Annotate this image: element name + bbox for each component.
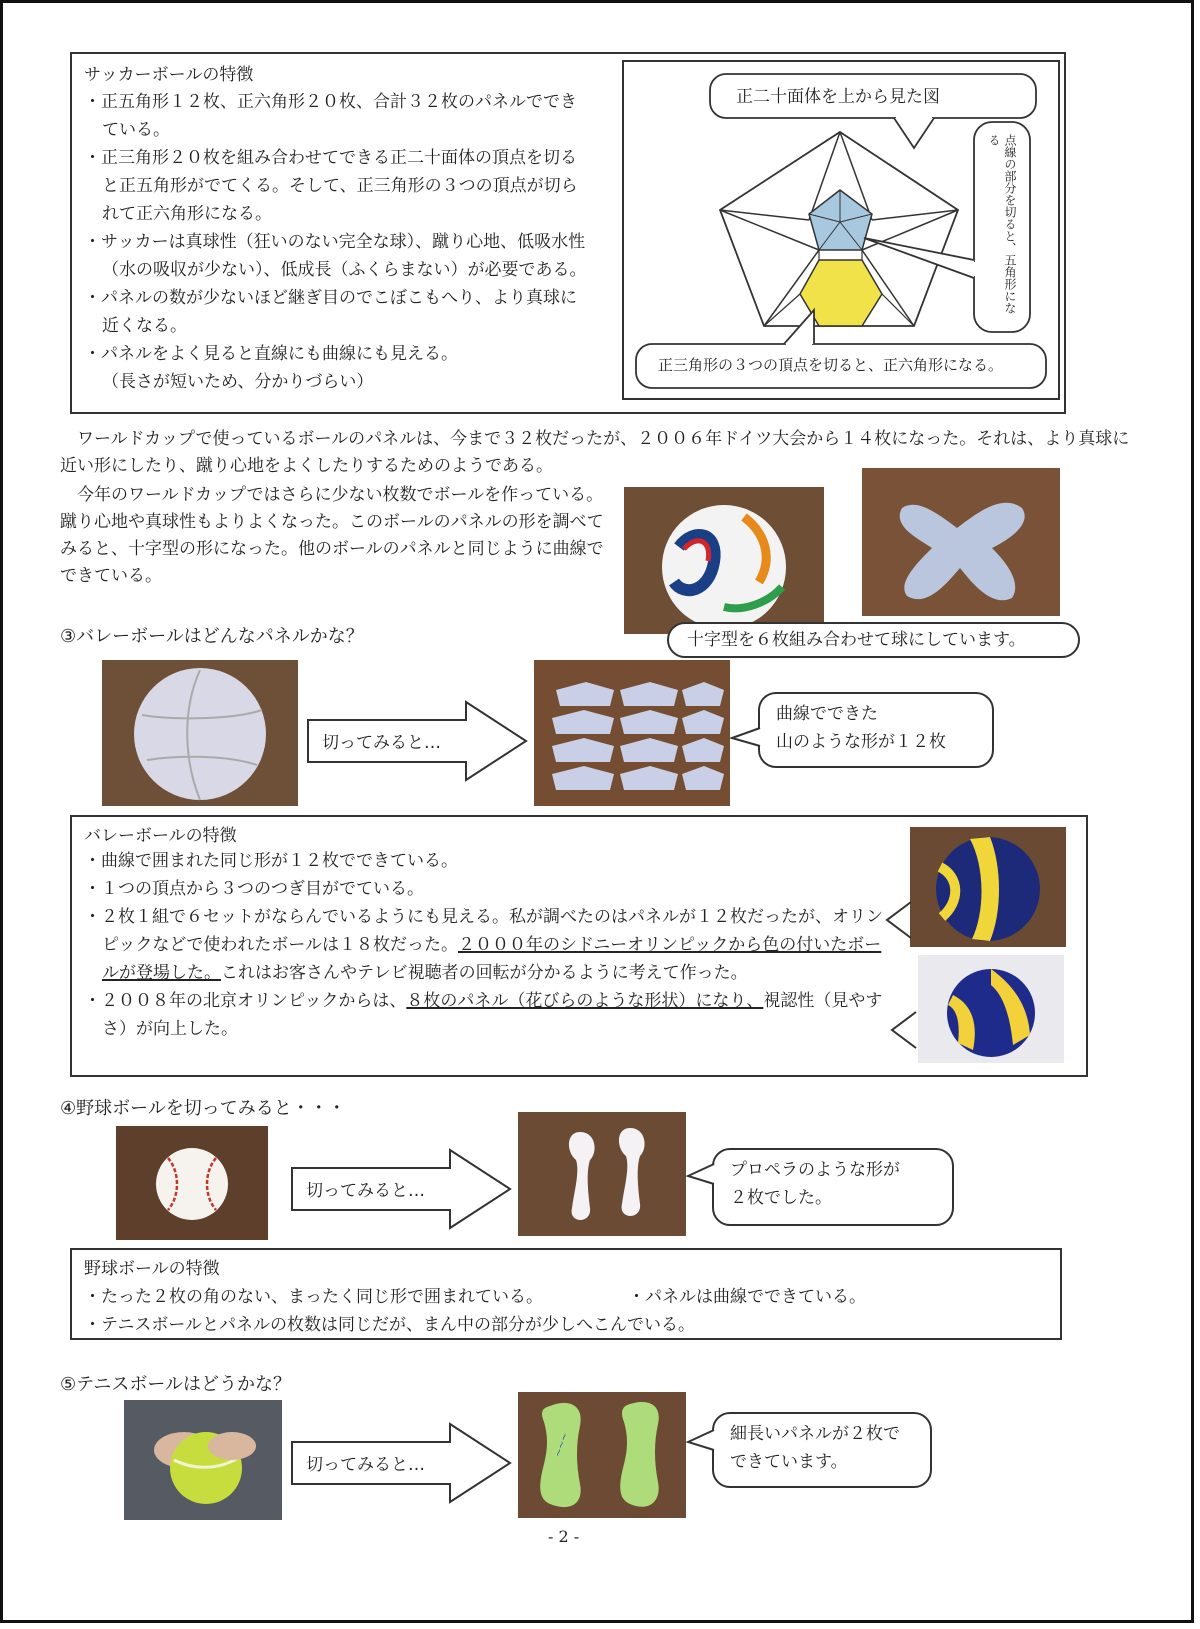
volleyball-white-photo (102, 660, 298, 806)
baseball-bullet-1: ・たった２枚の角のない、まったく同じ形で囲まれている。 (84, 1287, 543, 1307)
volley-bullet-2: ・１つの頂点から３つのつぎ目がでている。 (84, 879, 424, 899)
tennis-arrow-label: 切ってみると… (306, 1455, 425, 1475)
volley-panels-photo (534, 660, 730, 806)
volley-bubble-line2: 山のような形が１２枚 (776, 732, 946, 752)
volley-bullet-4 (84, 987, 884, 1043)
baseball-bullet-2: ・テニスボールとパネルの枚数は同じだが、まん中の部分が少しへこんでいる。 (84, 1315, 695, 1335)
volley-bullet-3-b: これはお客さんやテレビ視聴者の回転が分かるように考えて作った。 (221, 963, 748, 983)
volley-bullet-4-b: 視認性（見やすさ）が向上した。 (102, 991, 883, 1039)
soccer-bullet-note: （長さが短いため、分かりづらい） (102, 372, 374, 392)
tennis-bubble-tail (686, 1428, 716, 1454)
volley-photo-pointer-2 (890, 1010, 918, 1050)
baseball-bubble-line1: プロペラのような形が (730, 1160, 900, 1180)
soccer-feature-title: サッカーボールの特徴 (84, 65, 254, 85)
volley-bubble-tail (730, 726, 762, 750)
baseball-panels-photo (518, 1112, 686, 1236)
page-number: - 2 - (548, 1527, 580, 1546)
baseball-result-bubble (712, 1148, 954, 1226)
thisyear-paragraph: 今年のワールドカップではさらに少ない枚数でボールを作っている。蹴り心地や真球性もよりよくなった。このボールのパネルの形を調べてみると、十字型の形になった。他のボールのパネルと同じように曲線でできている。 (60, 485, 604, 586)
soccer-bullet-2: ・正三角形２０枚を組み合わせてできる正二十面体の頂点を切ると正五角形がでてくる。そして、正三角形の３つの頂点が切られて正六角形になる。 (84, 148, 578, 224)
baseball-bubble-line2: ２枚でした。 (730, 1188, 832, 1208)
soccer-bullet-5: ・パネルをよく見ると直線にも曲線にも見える。 (84, 344, 458, 364)
volley-feature-title: バレーボールの特徴 (84, 826, 237, 846)
soccer-feature-box (70, 52, 1066, 414)
tennis-panels-photo (518, 1392, 686, 1518)
volley-feature-box (70, 815, 1088, 1077)
tennis-bubble-line2: できています。 (730, 1452, 848, 1472)
volleyball-8panel-photo (918, 955, 1064, 1063)
brazuca-ball-photo (624, 487, 824, 634)
icosa-bottom-caption: 正三角形の３つの頂点を切ると、正六角形になる。 (658, 356, 1004, 374)
tennis-bubble-line1: 細長いパネルが２枚で (730, 1424, 900, 1444)
soccer-bullet-1: ・正五角形１２枚、正六角形２０枚、合計３２枚のパネルでできている。 (84, 92, 577, 140)
section5-heading: ⑤テニスボールはどうかな？ (60, 1374, 292, 1395)
volley-bubble-line1: 曲線でできた (776, 704, 878, 724)
soccer-feature-list (84, 88, 592, 396)
worldcup-paragraph: ワールドカップで使っているボールのパネルは、今まで３２枚だったが、２００６年ドイツ大会から１４枚になった。それは、より真球に近い形にしたり、蹴り心地をよくしたりするためのようである。 (60, 429, 1130, 476)
icosahedron-figure-panel (622, 60, 1060, 400)
volley-result-bubble (758, 692, 994, 768)
baseball-feature-title: 野球ボールの特徴 (84, 1259, 220, 1279)
volley-bullet-4-underlined: ８枚のパネル（花びらのような形状）になり、 (406, 991, 764, 1011)
baseball-photo (116, 1126, 268, 1240)
volley-bullet-3-underlined: ２０００年のシドニーオリンピックから色の付いたボールが登場した。 (102, 935, 882, 983)
baseball-bubble-tail (686, 1162, 716, 1188)
volley-feature-list (84, 847, 884, 1043)
icosa-top-caption: 正二十面体を上から見た図 (736, 87, 940, 107)
svg-text:~~~: ~~~ (552, 1431, 572, 1459)
section3-heading: ③バレーボールはどんなパネルかな？ (60, 626, 364, 647)
volley-bullet-4-a: ・２００８年の北京オリンピックからは、 (84, 991, 407, 1011)
tennis-ball-photo (124, 1400, 282, 1520)
volleyball-colored-photo (910, 827, 1066, 947)
volley-bullet-1: ・曲線で囲まれた同じ形が１２枚でできている。 (84, 851, 458, 871)
baseball-feature-box (70, 1248, 1062, 1340)
baseball-arrow-label: 切ってみると… (306, 1181, 425, 1201)
volley-photo-pointer-1 (885, 900, 913, 940)
section4-heading: ④野球ボールを切ってみると・・・ (60, 1098, 346, 1119)
soccer-caption-bubble (667, 622, 1080, 658)
soccer-bullet-4: ・パネルの数が少ないほど継ぎ目のでこぼこもへり、より真球に近くなる。 (84, 288, 577, 336)
cross-panel-photo (862, 468, 1060, 616)
soccer-bullet-3: ・サッカーは真球性（狂いのない完全な球）、蹴り心地、低吸水性（水の吸収が少ない）、低成長（ふくらまない）が必要である。 (84, 232, 587, 280)
tennis-result-bubble (712, 1412, 932, 1488)
volley-bullet-3-a: ・２枚１組で６セットがならんでいるようにも見える。私が調べたのはパネルが１２枚だったが、オリンピックなどで使われたボールは１８枚だった。 (84, 907, 883, 955)
volley-bullet-3 (84, 903, 884, 987)
soccer-caption-text: 十字型を６枚組み合わせて球にしています。 (687, 630, 1026, 650)
volley-arrow-label: 切ってみると… (322, 733, 441, 753)
baseball-bullet-1b: ・パネルは曲線でできている。 (628, 1287, 866, 1307)
icosa-side-caption: 点線の部分を切ると、五角形になる (987, 134, 1017, 314)
